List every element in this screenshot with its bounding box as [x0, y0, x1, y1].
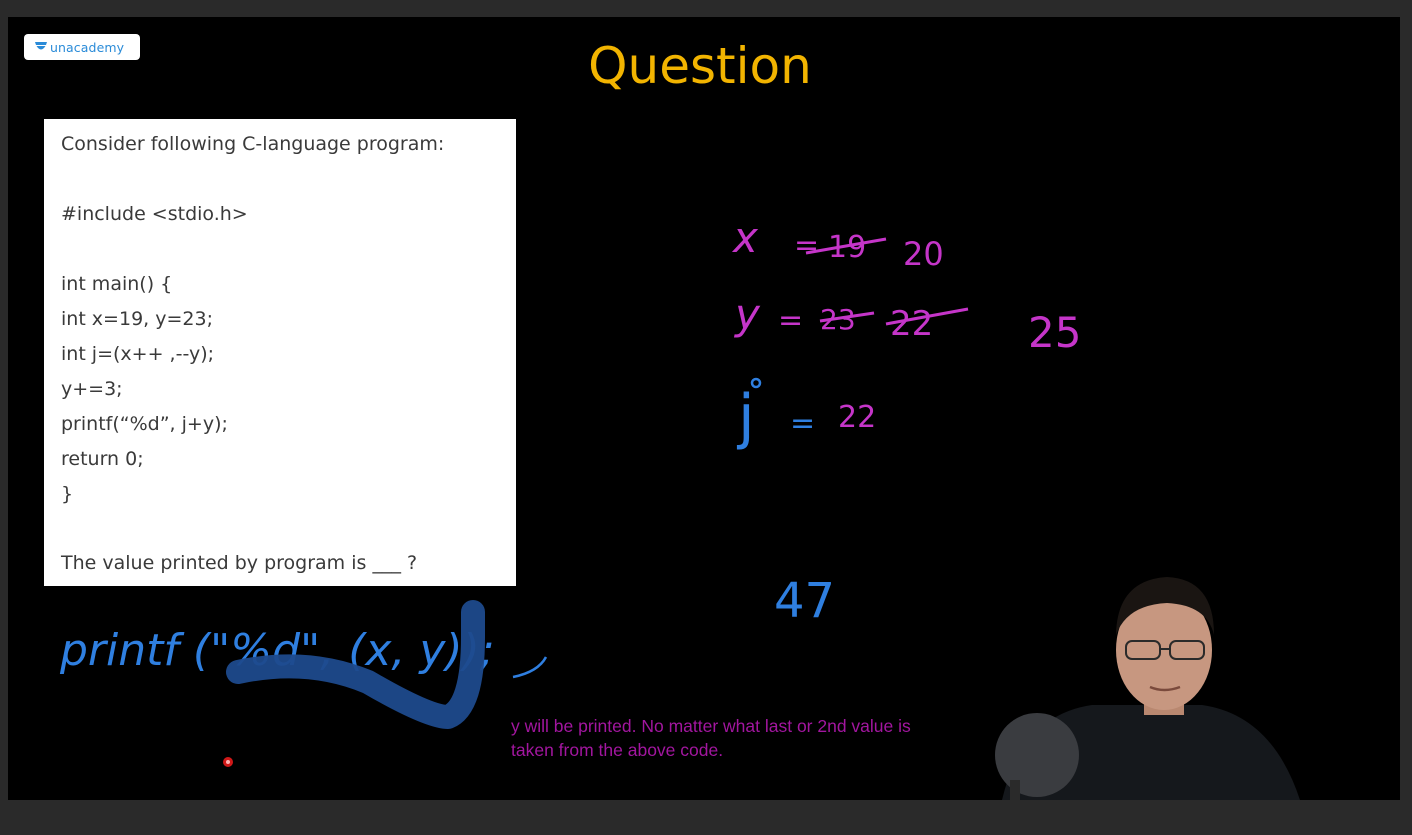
question-prompt: The value printed by program is ___ ? [61, 552, 418, 574]
slide-title: Question [588, 37, 812, 95]
code-line: #include <stdio.h> [61, 203, 248, 225]
x-new-value: 20 [903, 235, 944, 273]
y-variable-label: y [735, 290, 760, 339]
j-dot [752, 379, 760, 387]
explanation-caption [511, 714, 1031, 762]
x-old-value: 19 [828, 230, 867, 265]
code-line: int j=(x++ ,--y); [61, 343, 215, 365]
logo-text: unacademy [50, 39, 125, 55]
svg-text:=: = [778, 303, 804, 338]
svg-text:=: = [794, 228, 820, 263]
code-line: return 0; [61, 448, 144, 470]
question-intro: Consider following C-language program: [61, 133, 445, 155]
presenter-figure [982, 565, 1300, 800]
code-line: printf(“%d”, j+y); [61, 413, 228, 435]
code-line: y+=3; [61, 378, 123, 400]
caption-line-2: taken from the above code. [511, 740, 724, 760]
caption-line-1: y will be printed. No matter what last or 2nd value is [511, 716, 911, 736]
printf-underline-tail [513, 657, 546, 677]
j-variable-label: j [738, 382, 755, 452]
code-line: } [61, 483, 74, 505]
code-line: int main() { [61, 273, 173, 295]
code-line: int x=19, y=23; [61, 308, 213, 330]
microphone [995, 713, 1079, 797]
y-mid-value: 22 [890, 304, 934, 344]
x-variable-label: x [733, 213, 758, 262]
svg-text:=: = [790, 406, 816, 441]
final-answer: 47 [774, 573, 836, 629]
printf-note: printf ("%d", (x, y)); [60, 625, 495, 676]
y-new-value: 25 [1028, 308, 1082, 357]
presenter-webcam [982, 565, 1300, 800]
lecture-slide [8, 17, 1400, 800]
y-old-value: 23 [820, 303, 856, 336]
j-value: 22 [838, 400, 877, 435]
